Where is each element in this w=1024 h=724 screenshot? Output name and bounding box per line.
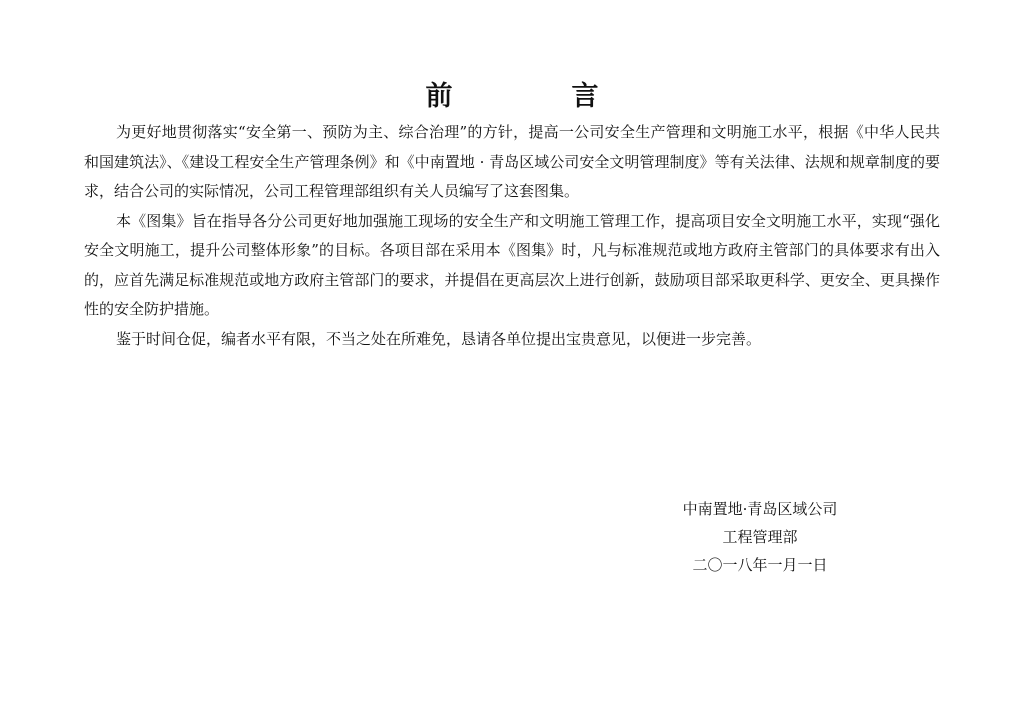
signature-block bbox=[640, 495, 880, 579]
signature-date: 二〇一八年一月一日 bbox=[692, 556, 828, 574]
signature-department: 工程管理部 bbox=[722, 528, 798, 546]
paragraph-2: 本《图集》旨在指导各分公司更好地加强施工现场的安全生产和文明施工管理工作，提高项目安全文明施工水平，实现“强化安全文明施工，提升公司整体形象”的目标。各项目部在采用本《图集》时，凡与标准规范或地方政府主管部门的具体要求有出入的，应首先满足标准规范或地方政府主管部门的要求，并提倡在更高层次上进行创新，鼓励项目部采取更科学、更安全、更具操作性的安全防护措施。 bbox=[84, 211, 940, 318]
document-body bbox=[84, 118, 940, 354]
paragraph-1: 为更好地贯彻落实“安全第一、预防为主、综合治理”的方针，提高一公司安全生产管理和文明施工水平，根据《中华人民共和国建筑法》、《建设工程安全生产管理条例》和《中南置地 · 青岛区域公司安全文明管理制度》等有关法律、法规和规章制度的要求，结合公司的实际情况，公司工程管理部组织有关人员编写了这套图集。 bbox=[84, 123, 940, 200]
paragraph-3: 鉴于时间仓促，编者水平有限，不当之处在所难免，恳请各单位提出宝贵意见，以便进一步完善。 bbox=[116, 329, 762, 348]
signature-company: 中南置地·青岛区域公司 bbox=[682, 500, 838, 518]
page-title: 前 言 bbox=[425, 81, 645, 112]
